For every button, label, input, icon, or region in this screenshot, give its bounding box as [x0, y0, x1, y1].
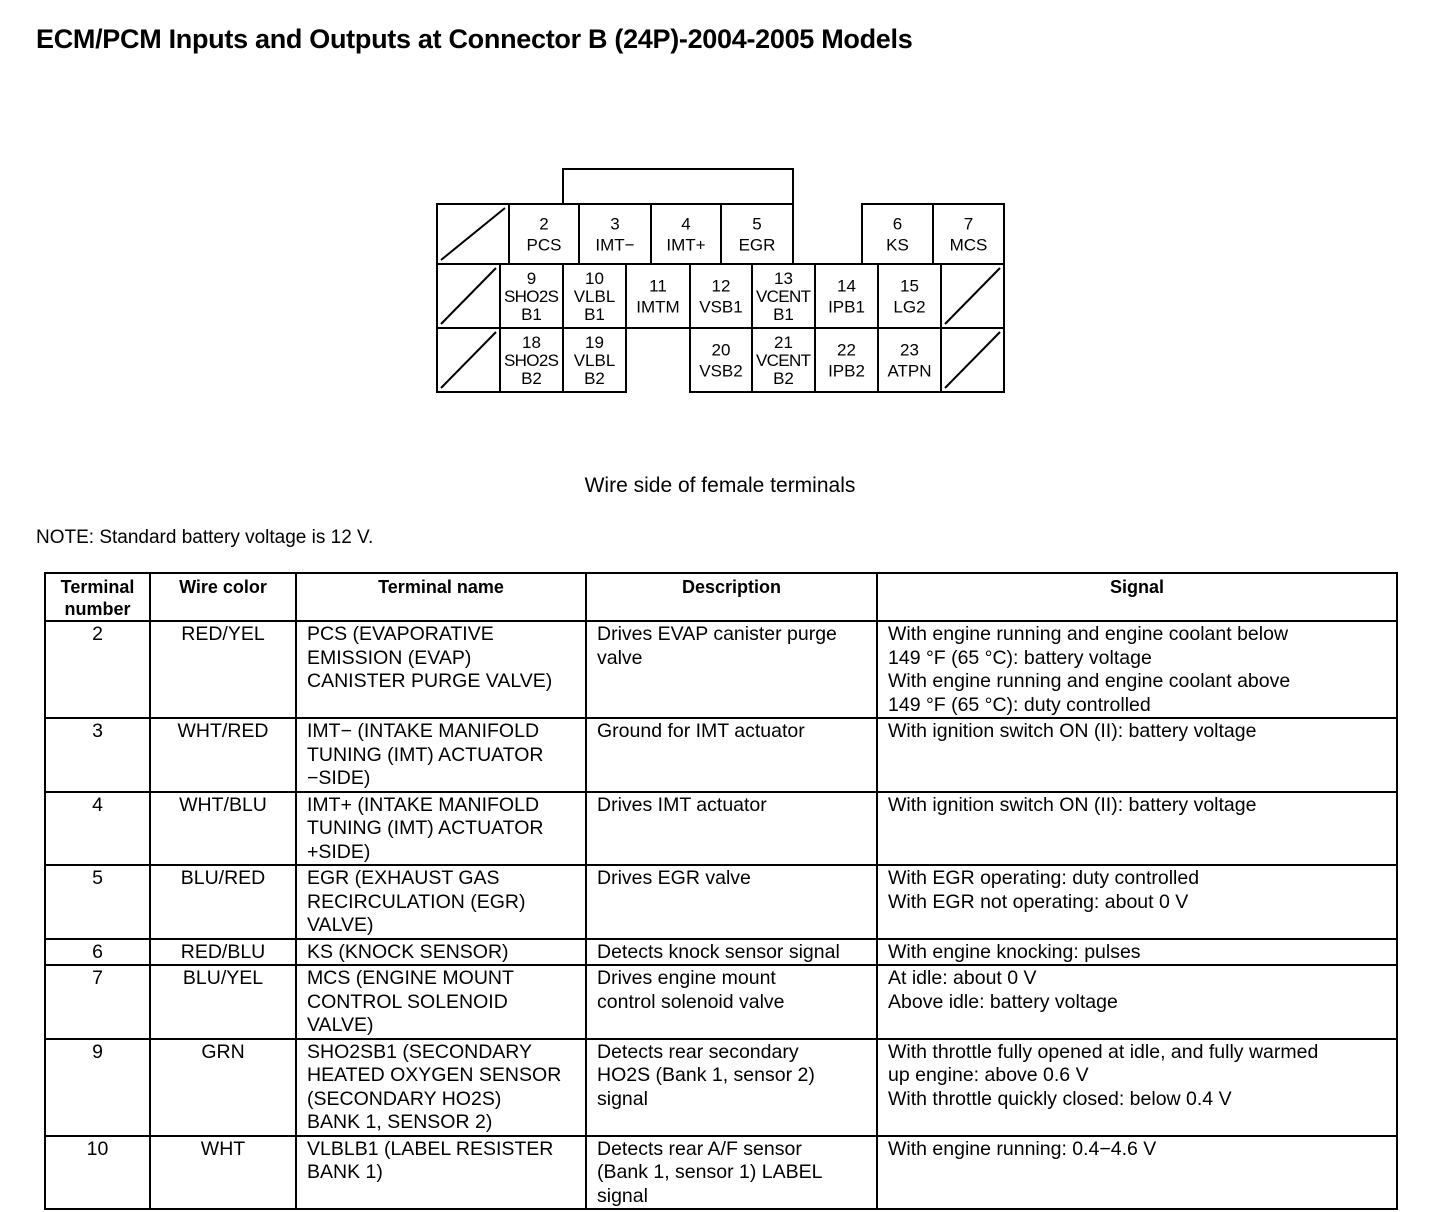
terminal-name-cell: [296, 1039, 586, 1136]
description-cell: [586, 718, 877, 792]
terminal-number-cell: 4: [45, 792, 150, 866]
terminal-number-cell: 9: [45, 1039, 150, 1136]
terminal-number-label: 14: [837, 276, 856, 296]
header-signal: Signal: [877, 573, 1397, 621]
description-line: Ground for IMT actuator: [597, 720, 805, 742]
terminal-name-line: +SIDE): [307, 840, 371, 863]
signal-cell: [877, 718, 1397, 792]
header-number-line: number: [64, 599, 131, 619]
terminal-name-cell: [296, 939, 586, 966]
description-cell: [586, 865, 877, 939]
terminal-signal-label: MCS: [949, 235, 988, 255]
terminal-name-cell: [296, 718, 586, 792]
table-row: [45, 718, 1397, 792]
description-line: signal: [597, 1184, 648, 1207]
wire-color-cell: WHT/BLU: [150, 792, 296, 866]
terminal-number-label: 11: [649, 276, 667, 296]
terminal-name-line: VLBLB1 (LABEL RESISTER: [307, 1137, 554, 1160]
terminal-name-cell: [296, 621, 586, 718]
terminal-number-cell: 6: [45, 939, 150, 966]
terminal-name-line: (SECONDARY HO2S): [307, 1087, 502, 1110]
description-line: Drives engine mount: [597, 967, 776, 989]
terminal-name-line: VALVE): [307, 914, 374, 936]
terminal-name-line: KS (KNOCK SENSOR): [307, 940, 509, 963]
battery-note: NOTE: Standard battery voltage is 12 V.: [36, 527, 374, 548]
signal-cell: [877, 865, 1397, 939]
terminal-table: [44, 572, 1398, 1210]
terminal-name-line: MCS (ENGINE MOUNT: [307, 967, 514, 989]
signal-line: With ignition switch ON (II): battery voltage: [888, 793, 1257, 816]
signal-cell: [877, 792, 1397, 866]
description-cell: [586, 792, 877, 866]
terminal-signal-label: VCENT: [756, 287, 811, 306]
terminal-number-label: 7: [963, 214, 974, 234]
wire-color-cell: RED/YEL: [150, 621, 296, 718]
terminal-name-cell: [296, 865, 586, 939]
terminal-number-cell: 5: [45, 865, 150, 939]
terminal-labels: [504, 215, 987, 389]
terminal-signal-label: VLBL: [573, 287, 616, 306]
terminal-signal-label: B1: [584, 305, 605, 324]
terminal-name-line: BANK 1): [307, 1161, 383, 1183]
terminal-number-label: 15: [900, 276, 919, 296]
terminal-signal-label: B1: [521, 305, 542, 324]
terminal-number-label: 12: [711, 276, 731, 296]
signal-line: With engine running and engine coolant below: [888, 623, 1289, 645]
terminal-name-line: EGR (EXHAUST GAS: [307, 867, 500, 889]
terminal-signal-label: IMTM: [636, 297, 680, 317]
signal-line: With EGR not operating: about 0 V: [888, 890, 1189, 913]
header-terminal-line: Terminal: [60, 577, 135, 597]
terminal-name-line: IMT+ (INTAKE MANIFOLD: [307, 793, 540, 816]
header-terminal-number: [45, 573, 150, 621]
terminal-signal-label: SHO2S: [504, 351, 559, 370]
description-cell: [586, 939, 877, 966]
terminal-name-cell: [296, 965, 586, 1039]
description-line: Detects rear A/F sensor: [597, 1137, 802, 1160]
description-cell: [586, 1136, 877, 1210]
wire-color-cell: WHT: [150, 1136, 296, 1210]
terminal-signal-label: EGR: [738, 235, 776, 255]
terminal-number-cell: 3: [45, 718, 150, 792]
terminal-number-label: 10: [585, 269, 604, 288]
terminal-number-label: 20: [711, 340, 731, 360]
table-body: [45, 621, 1397, 1209]
terminal-number-label: 2: [539, 214, 549, 234]
connector-diagram: [0, 0, 1440, 420]
signal-line: With engine running: 0.4−4.6 V: [888, 1137, 1157, 1160]
wire-color-cell: BLU/YEL: [150, 965, 296, 1039]
page-title: ECM/PCM Inputs and Outputs at Connector B (24P)-2004-2005 Models: [36, 24, 913, 54]
terminal-signal-label: ATPN: [887, 361, 932, 381]
terminal-signal-label: B2: [521, 369, 542, 388]
table-row: [45, 1039, 1397, 1136]
wire-color-cell: RED/BLU: [150, 939, 296, 966]
description-line: Drives EVAP canister purge: [597, 623, 837, 645]
signal-line: With ignition switch ON (II): battery voltage: [888, 720, 1257, 742]
description-line: control solenoid valve: [597, 990, 785, 1013]
terminal-signal-label: B2: [773, 369, 794, 388]
terminal-name-cell: [296, 792, 586, 866]
signal-cell: [877, 621, 1397, 718]
terminal-name-line: BANK 1, SENSOR 2): [307, 1111, 493, 1133]
terminal-name-line: RECIRCULATION (EGR): [307, 890, 526, 913]
terminal-number-label: 18: [522, 333, 541, 352]
terminal-signal-label: VSB1: [699, 297, 743, 317]
description-line: Drives EGR valve: [597, 867, 751, 889]
description-line: Detects knock sensor signal: [597, 940, 840, 963]
description-line: Drives IMT actuator: [597, 793, 767, 816]
terminal-name-line: EMISSION (EVAP): [307, 646, 472, 669]
signal-line: At idle: about 0 V: [888, 967, 1037, 989]
signal-line: With engine knocking: pulses: [888, 940, 1141, 963]
terminal-name-line: CONTROL SOLENOID: [307, 990, 508, 1013]
description-line: Detects rear secondary: [597, 1040, 799, 1063]
terminal-signal-label: VLBL: [573, 351, 616, 370]
signal-line: 149 °F (65 °C): battery voltage: [888, 646, 1152, 669]
terminal-name-line: VALVE): [307, 1014, 374, 1036]
terminal-signal-label: B2: [584, 369, 605, 388]
terminal-signal-label: VSB2: [699, 361, 743, 381]
header-description: Description: [586, 573, 877, 621]
signal-cell: [877, 1039, 1397, 1136]
table-header-row: [45, 573, 1397, 621]
terminal-name-line: PCS (EVAPORATIVE: [307, 623, 494, 645]
table-row: [45, 939, 1397, 966]
wire-color-cell: BLU/RED: [150, 865, 296, 939]
signal-line: With engine running and engine coolant above: [888, 670, 1291, 692]
description-line: HO2S (Bank 1, sensor 2): [597, 1064, 815, 1086]
table-row: [45, 621, 1397, 718]
terminal-name-cell: [296, 1136, 586, 1210]
description-line: (Bank 1, sensor 1) LABEL: [597, 1161, 823, 1183]
signal-line: With throttle fully opened at idle, and fully warmed: [888, 1040, 1319, 1063]
signal-line: With throttle quickly closed: below 0.4 V: [888, 1087, 1232, 1110]
table-row: [45, 965, 1397, 1039]
signal-cell: [877, 1136, 1397, 1210]
terminal-signal-label: IMT+: [666, 235, 706, 255]
terminal-number-label: 21: [774, 333, 793, 352]
description-line: valve: [597, 646, 643, 669]
terminal-signal-label: IPB2: [828, 361, 865, 381]
header-wire-color: Wire color: [150, 573, 296, 621]
signal-line: up engine: above 0.6 V: [888, 1064, 1089, 1086]
wire-color-cell: GRN: [150, 1039, 296, 1136]
description-cell: [586, 965, 877, 1039]
terminal-name-line: SHO2SB1 (SECONDARY: [307, 1040, 533, 1063]
terminal-number-cell: 7: [45, 965, 150, 1039]
signal-line: With EGR operating: duty controlled: [888, 867, 1200, 889]
terminal-number-label: 19: [585, 333, 604, 352]
terminal-number-label: 4: [681, 214, 691, 234]
signal-line: 149 °F (65 °C): duty controlled: [888, 693, 1151, 716]
terminal-signal-label: KS: [886, 235, 909, 255]
terminal-name-line: IMT− (INTAKE MANIFOLD: [307, 720, 540, 742]
table-row: [45, 792, 1397, 866]
terminal-number-label: 6: [892, 214, 903, 234]
signal-cell: [877, 939, 1397, 966]
terminal-signal-label: VCENT: [756, 351, 811, 370]
description-line: signal: [597, 1087, 648, 1110]
terminal-signal-label: IMT−: [595, 235, 635, 255]
terminal-number-label: 3: [610, 214, 620, 234]
terminal-signal-label: LG2: [893, 297, 926, 317]
description-cell: [586, 621, 877, 718]
terminal-signal-label: PCS: [526, 235, 562, 255]
terminal-number-cell: 10: [45, 1136, 150, 1210]
diagram-caption: Wire side of female terminals: [584, 474, 856, 497]
table-row: [45, 1136, 1397, 1210]
terminal-number-label: 23: [900, 340, 919, 360]
signal-cell: [877, 965, 1397, 1039]
terminal-signal-label: SHO2S: [504, 287, 559, 306]
terminal-name-line: CANISTER PURGE VALVE): [307, 670, 553, 692]
terminal-signal-label: B1: [773, 305, 794, 324]
wire-color-cell: WHT/RED: [150, 718, 296, 792]
terminal-number-label: 13: [774, 269, 793, 288]
terminal-number-label: 5: [752, 214, 762, 234]
terminal-number-cell: 2: [45, 621, 150, 718]
terminal-number-label: 22: [837, 340, 856, 360]
terminal-name-line: HEATED OXYGEN SENSOR: [307, 1064, 562, 1086]
description-cell: [586, 1039, 877, 1136]
terminal-number-label: 9: [526, 269, 537, 288]
terminal-name-line: TUNING (IMT) ACTUATOR: [307, 743, 544, 766]
terminal-signal-label: IPB1: [828, 297, 865, 317]
header-terminal-name: Terminal name: [296, 573, 586, 621]
signal-line: Above idle: battery voltage: [888, 990, 1118, 1013]
terminal-name-line: TUNING (IMT) ACTUATOR: [307, 817, 544, 839]
table-row: [45, 865, 1397, 939]
terminal-name-line: −SIDE): [307, 767, 371, 789]
